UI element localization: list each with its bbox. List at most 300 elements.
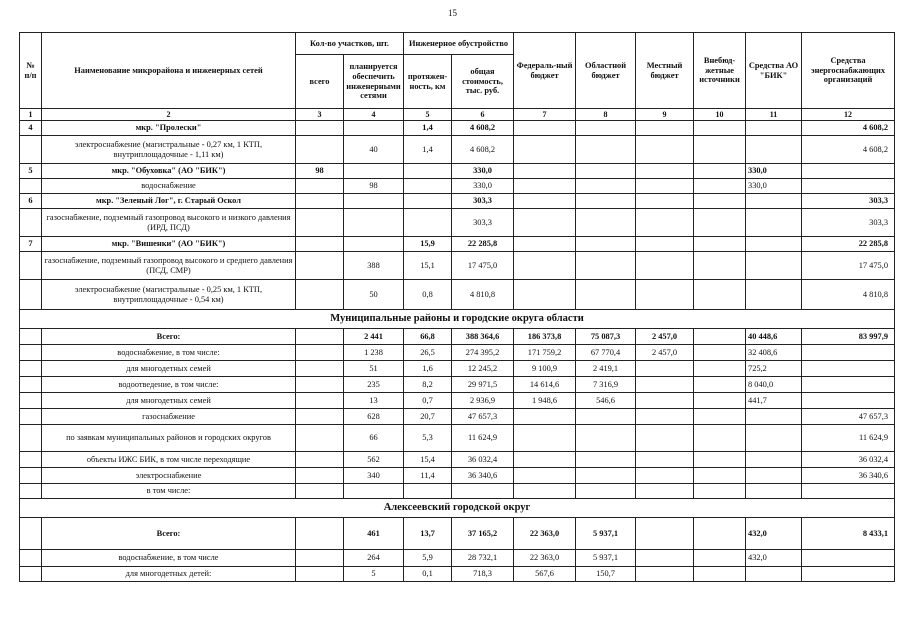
cell-plots-total [296, 280, 344, 310]
cell-regional-budget [576, 252, 636, 280]
cell-row-number [20, 252, 42, 280]
cell-eng-cost: 29 971,5 [452, 377, 514, 393]
cell-plots-total [296, 329, 344, 345]
cell-plots-planned: 2 441 [344, 329, 404, 345]
cell-local-budget [636, 567, 694, 582]
cell-eng-cost: 718,3 [452, 567, 514, 582]
cell-eng-cost: 303,3 [452, 194, 514, 209]
cell-plots-planned: 66 [344, 425, 404, 452]
cell-eng-cost: 11 624,9 [452, 425, 514, 452]
cell-eng-length: 0,8 [404, 280, 452, 310]
cell-plots-total [296, 567, 344, 582]
cell-eng-cost: 12 245,2 [452, 361, 514, 377]
cell-plots-planned [344, 194, 404, 209]
cell-eng-length [404, 164, 452, 179]
cell-regional-budget [576, 468, 636, 484]
cell-local-budget [636, 393, 694, 409]
cell-offbudget-sources [694, 425, 746, 452]
cell-regional-budget: 5 937,1 [576, 518, 636, 550]
cell-energy-funds: 11 624,9 [802, 425, 895, 452]
cell-energy-funds: 4 810,8 [802, 280, 895, 310]
cell-offbudget-sources [694, 345, 746, 361]
cell-row-name: в том числе: [42, 484, 296, 499]
cell-eng-cost: 303,3 [452, 209, 514, 237]
cell-local-budget [636, 425, 694, 452]
table-row [20, 468, 895, 484]
cell-row-name: для многодетных семей [42, 393, 296, 409]
cell-plots-planned [344, 237, 404, 252]
cell-offbudget-sources [694, 194, 746, 209]
cell-regional-budget: 75 087,3 [576, 329, 636, 345]
header-engineering-group: Инженерное обустройство [404, 33, 514, 55]
cell-bik-funds [746, 280, 802, 310]
header-offbudget: Внебюд-жетные источники [694, 33, 746, 109]
cell-federal-budget: 22 363,0 [514, 550, 576, 567]
cell-eng-length [404, 484, 452, 499]
cell-offbudget-sources [694, 179, 746, 194]
cell-eng-length: 1,4 [404, 121, 452, 136]
cell-eng-length: 13,7 [404, 518, 452, 550]
cell-regional-budget: 7 316,9 [576, 377, 636, 393]
cell-local-budget [636, 280, 694, 310]
cell-bik-funds: 432,0 [746, 550, 802, 567]
cell-eng-cost: 388 364,6 [452, 329, 514, 345]
cell-federal-budget [514, 209, 576, 237]
cell-local-budget [636, 550, 694, 567]
cell-energy-funds: 8 433,1 [802, 518, 895, 550]
cell-energy-funds: 36 032,4 [802, 452, 895, 468]
cell-regional-budget: 150,7 [576, 567, 636, 582]
cell-energy-funds: 4 608,2 [802, 121, 895, 136]
cell-eng-cost: 4 608,2 [452, 121, 514, 136]
cell-plots-planned: 1 238 [344, 345, 404, 361]
cell-regional-budget [576, 425, 636, 452]
table-row [20, 518, 895, 550]
cell-eng-length: 1,6 [404, 361, 452, 377]
table-row [20, 550, 895, 567]
cell-eng-length [404, 194, 452, 209]
cell-plots-total [296, 409, 344, 425]
table-row [20, 425, 895, 452]
cell-bik-funds [746, 209, 802, 237]
cell-federal-budget [514, 484, 576, 499]
cell-offbudget-sources [694, 484, 746, 499]
cell-bik-funds: 432,0 [746, 518, 802, 550]
cell-eng-length: 1,4 [404, 136, 452, 164]
column-number: 4 [344, 109, 404, 121]
column-number: 1 [20, 109, 42, 121]
section-title: Алексеевский городской округ [20, 499, 895, 518]
cell-regional-budget: 5 937,1 [576, 550, 636, 567]
cell-local-budget: 2 457,0 [636, 345, 694, 361]
cell-federal-budget [514, 164, 576, 179]
cell-bik-funds: 330,0 [746, 164, 802, 179]
cell-regional-budget [576, 164, 636, 179]
table-row [20, 252, 895, 280]
cell-federal-budget [514, 252, 576, 280]
cell-plots-total [296, 518, 344, 550]
cell-row-number [20, 567, 42, 582]
cell-eng-cost: 37 165,2 [452, 518, 514, 550]
cell-row-number [20, 280, 42, 310]
cell-federal-budget [514, 179, 576, 194]
cell-local-budget [636, 468, 694, 484]
cell-eng-length: 20,7 [404, 409, 452, 425]
cell-eng-length: 15,9 [404, 237, 452, 252]
cell-energy-funds: 47 657,3 [802, 409, 895, 425]
cell-bik-funds [746, 237, 802, 252]
column-number: 11 [746, 109, 802, 121]
cell-row-number [20, 361, 42, 377]
cell-eng-cost: 28 732,1 [452, 550, 514, 567]
cell-energy-funds: 83 997,9 [802, 329, 895, 345]
cell-energy-funds: 4 608,2 [802, 136, 895, 164]
cell-plots-planned [344, 164, 404, 179]
cell-eng-length: 8,2 [404, 377, 452, 393]
cell-plots-planned: 51 [344, 361, 404, 377]
cell-bik-funds: 330,0 [746, 179, 802, 194]
cell-local-budget [636, 518, 694, 550]
cell-plots-planned: 388 [344, 252, 404, 280]
cell-eng-length [404, 179, 452, 194]
cell-row-name: мкр. "Зеленый Лог", г. Старый Оскол [42, 194, 296, 209]
cell-plots-planned: 340 [344, 468, 404, 484]
table-row [20, 329, 895, 345]
cell-row-number [20, 409, 42, 425]
cell-offbudget-sources [694, 518, 746, 550]
cell-plots-planned: 5 [344, 567, 404, 582]
header-local: Местный бюджет [636, 33, 694, 109]
column-number: 3 [296, 109, 344, 121]
cell-bik-funds [746, 194, 802, 209]
cell-federal-budget: 171 759,2 [514, 345, 576, 361]
cell-regional-budget [576, 136, 636, 164]
cell-energy-funds: 36 340,6 [802, 468, 895, 484]
cell-row-number [20, 452, 42, 468]
cell-local-budget: 2 457,0 [636, 329, 694, 345]
table-row [20, 237, 895, 252]
cell-row-name: для многодетных детей: [42, 567, 296, 582]
cell-bik-funds: 725,2 [746, 361, 802, 377]
cell-energy-funds [802, 567, 895, 582]
cell-local-budget [636, 377, 694, 393]
header-plots-total: всего [296, 55, 344, 109]
header-bik: Средства АО "БИК" [746, 33, 802, 109]
header-regional: Областной бюджет [576, 33, 636, 109]
cell-plots-total [296, 393, 344, 409]
cell-bik-funds: 32 408,6 [746, 345, 802, 361]
cell-plots-planned [344, 484, 404, 499]
cell-federal-budget: 186 373,8 [514, 329, 576, 345]
cell-offbudget-sources [694, 280, 746, 310]
cell-bik-funds [746, 452, 802, 468]
cell-row-name: мкр. "Вишенки" (АО "БИК") [42, 237, 296, 252]
table-row [20, 409, 895, 425]
table-row [20, 209, 895, 237]
cell-plots-planned: 40 [344, 136, 404, 164]
cell-energy-funds: 303,3 [802, 194, 895, 209]
cell-local-budget [636, 164, 694, 179]
cell-offbudget-sources [694, 377, 746, 393]
cell-row-number [20, 550, 42, 567]
column-number: 9 [636, 109, 694, 121]
cell-offbudget-sources [694, 209, 746, 237]
column-number: 2 [42, 109, 296, 121]
column-number: 8 [576, 109, 636, 121]
cell-row-name: электроснабжение (магистральные - 0,25 км, 1 КТП, внутриплощадочные - 0,54 км) [42, 280, 296, 310]
header-eng-cost: общая стоимость, тыс. руб. [452, 55, 514, 109]
table-body [20, 121, 895, 582]
cell-bik-funds: 40 448,6 [746, 329, 802, 345]
cell-plots-planned: 235 [344, 377, 404, 393]
cell-local-budget [636, 121, 694, 136]
cell-local-budget [636, 484, 694, 499]
cell-plots-total [296, 209, 344, 237]
cell-federal-budget [514, 136, 576, 164]
cell-plots-total [296, 345, 344, 361]
table-row [20, 136, 895, 164]
cell-eng-cost: 17 475,0 [452, 252, 514, 280]
cell-local-budget [636, 452, 694, 468]
cell-eng-cost: 36 340,6 [452, 468, 514, 484]
cell-row-name: объекты ИЖС БИК, в том числе переходящие [42, 452, 296, 468]
cell-federal-budget [514, 121, 576, 136]
cell-local-budget [636, 237, 694, 252]
cell-row-number [20, 393, 42, 409]
cell-energy-funds: 22 285,8 [802, 237, 895, 252]
cell-offbudget-sources [694, 329, 746, 345]
cell-row-name: Всего: [42, 518, 296, 550]
cell-eng-cost: 2 936,9 [452, 393, 514, 409]
cell-energy-funds [802, 179, 895, 194]
cell-plots-planned: 13 [344, 393, 404, 409]
cell-row-name: водоснабжение, в том числе: [42, 345, 296, 361]
cell-row-number: 7 [20, 237, 42, 252]
cell-regional-budget [576, 121, 636, 136]
column-number: 5 [404, 109, 452, 121]
cell-regional-budget [576, 179, 636, 194]
cell-plots-total [296, 252, 344, 280]
cell-plots-planned: 461 [344, 518, 404, 550]
header-plots-group: Кол-во участков, шт. [296, 33, 404, 55]
cell-row-name: мкр. "Пролески" [42, 121, 296, 136]
table-row [20, 377, 895, 393]
cell-eng-length: 66,8 [404, 329, 452, 345]
cell-offbudget-sources [694, 393, 746, 409]
cell-offbudget-sources [694, 136, 746, 164]
cell-row-number [20, 329, 42, 345]
cell-bik-funds: 441,7 [746, 393, 802, 409]
cell-row-name: водоотведение, в том числе: [42, 377, 296, 393]
cell-regional-budget [576, 484, 636, 499]
cell-bik-funds [746, 425, 802, 452]
cell-eng-length [404, 209, 452, 237]
cell-offbudget-sources [694, 452, 746, 468]
cell-plots-planned: 50 [344, 280, 404, 310]
cell-plots-total [296, 121, 344, 136]
cell-eng-cost: 330,0 [452, 164, 514, 179]
column-number: 7 [514, 109, 576, 121]
cell-eng-length: 15,1 [404, 252, 452, 280]
cell-energy-funds [802, 484, 895, 499]
cell-row-name: водоснабжение [42, 179, 296, 194]
cell-eng-cost: 22 285,8 [452, 237, 514, 252]
cell-row-name: газоснабжение, подземный газопровод высокого и среднего давления (ПСД, СМР) [42, 252, 296, 280]
cell-regional-budget: 546,6 [576, 393, 636, 409]
cell-eng-length: 0,7 [404, 393, 452, 409]
cell-plots-total [296, 136, 344, 164]
cell-local-budget [636, 361, 694, 377]
cell-energy-funds [802, 550, 895, 567]
cell-federal-budget [514, 194, 576, 209]
cell-energy-funds: 303,3 [802, 209, 895, 237]
cell-bik-funds [746, 121, 802, 136]
cell-offbudget-sources [694, 361, 746, 377]
cell-plots-total [296, 361, 344, 377]
cell-offbudget-sources [694, 164, 746, 179]
cell-plots-total [296, 194, 344, 209]
cell-bik-funds [746, 567, 802, 582]
cell-federal-budget [514, 425, 576, 452]
table-row [20, 484, 895, 499]
cell-eng-length: 5,9 [404, 550, 452, 567]
cell-energy-funds [802, 164, 895, 179]
cell-row-number: 4 [20, 121, 42, 136]
cell-eng-cost [452, 484, 514, 499]
cell-federal-budget [514, 468, 576, 484]
cell-row-number [20, 468, 42, 484]
cell-bik-funds [746, 252, 802, 280]
cell-regional-budget: 67 770,4 [576, 345, 636, 361]
cell-regional-budget: 2 419,1 [576, 361, 636, 377]
cell-federal-budget: 1 948,6 [514, 393, 576, 409]
cell-row-name: по заявкам муниципальных районов и городских округов [42, 425, 296, 452]
table-row [20, 121, 895, 136]
section-row [20, 499, 895, 518]
cell-local-budget [636, 136, 694, 164]
cell-offbudget-sources [694, 468, 746, 484]
cell-regional-budget [576, 194, 636, 209]
table-row [20, 164, 895, 179]
cell-plots-total [296, 452, 344, 468]
table-row [20, 361, 895, 377]
column-number: 10 [694, 109, 746, 121]
cell-energy-funds: 17 475,0 [802, 252, 895, 280]
cell-row-number [20, 136, 42, 164]
cell-eng-length: 15,4 [404, 452, 452, 468]
cell-row-name: водоснабжение, в том числе [42, 550, 296, 567]
cell-eng-cost: 330,0 [452, 179, 514, 194]
cell-eng-cost: 47 657,3 [452, 409, 514, 425]
cell-regional-budget [576, 452, 636, 468]
cell-plots-total [296, 484, 344, 499]
cell-bik-funds: 8 040,0 [746, 377, 802, 393]
cell-eng-cost: 274 395,2 [452, 345, 514, 361]
cell-federal-budget: 14 614,6 [514, 377, 576, 393]
table-row [20, 280, 895, 310]
cell-bik-funds [746, 136, 802, 164]
column-number: 6 [452, 109, 514, 121]
header-name: Наименование микрорайона и инженерных сетей [42, 33, 296, 109]
cell-eng-cost: 4 810,8 [452, 280, 514, 310]
table-row [20, 567, 895, 582]
cell-eng-cost: 36 032,4 [452, 452, 514, 468]
cell-row-name: мкр. "Обуховка" (АО "БИК") [42, 164, 296, 179]
cell-row-number [20, 377, 42, 393]
budget-table [19, 32, 895, 582]
cell-regional-budget [576, 409, 636, 425]
cell-plots-total [296, 179, 344, 194]
cell-eng-length: 0,1 [404, 567, 452, 582]
cell-regional-budget [576, 209, 636, 237]
table-row [20, 179, 895, 194]
cell-local-budget [636, 194, 694, 209]
cell-regional-budget [576, 280, 636, 310]
cell-row-number [20, 518, 42, 550]
cell-regional-budget [576, 237, 636, 252]
cell-row-number [20, 345, 42, 361]
cell-local-budget [636, 252, 694, 280]
cell-bik-funds [746, 468, 802, 484]
cell-row-number [20, 179, 42, 194]
cell-row-number [20, 484, 42, 499]
header-num: № п/п [20, 33, 42, 109]
column-number-row [20, 109, 895, 121]
cell-plots-total [296, 377, 344, 393]
cell-plots-planned [344, 121, 404, 136]
cell-plots-planned [344, 209, 404, 237]
header-energy: Средства энергоснабжающих организаций [802, 33, 895, 109]
cell-local-budget [636, 209, 694, 237]
cell-plots-total: 98 [296, 164, 344, 179]
cell-plots-planned: 264 [344, 550, 404, 567]
table-row [20, 452, 895, 468]
cell-bik-funds [746, 409, 802, 425]
cell-federal-budget: 567,6 [514, 567, 576, 582]
cell-eng-cost: 4 608,2 [452, 136, 514, 164]
cell-offbudget-sources [694, 121, 746, 136]
cell-plots-total [296, 237, 344, 252]
cell-bik-funds [746, 484, 802, 499]
cell-row-number: 6 [20, 194, 42, 209]
section-row [20, 310, 895, 329]
section-title: Муниципальные районы и городские округа области [20, 310, 895, 329]
cell-row-number [20, 425, 42, 452]
cell-federal-budget [514, 452, 576, 468]
cell-plots-planned: 628 [344, 409, 404, 425]
column-number: 12 [802, 109, 895, 121]
cell-energy-funds [802, 393, 895, 409]
cell-plots-total [296, 550, 344, 567]
cell-eng-length: 26,5 [404, 345, 452, 361]
cell-offbudget-sources [694, 237, 746, 252]
cell-row-name: для многодетных семей [42, 361, 296, 377]
cell-row-name: Всего: [42, 329, 296, 345]
header-eng-length: протяжен-ность, км [404, 55, 452, 109]
cell-offbudget-sources [694, 567, 746, 582]
cell-row-name: газоснабжение, подземный газопровод высокого и низкого давления (ИРД, ПСД) [42, 209, 296, 237]
cell-energy-funds [802, 377, 895, 393]
cell-offbudget-sources [694, 409, 746, 425]
cell-row-name: электроснабжение (магистральные - 0,27 км, 1 КТП, внутриплощадочные - 1,11 км) [42, 136, 296, 164]
table-row [20, 194, 895, 209]
cell-plots-planned: 98 [344, 179, 404, 194]
page-number: 15 [448, 8, 457, 18]
cell-plots-total [296, 468, 344, 484]
header-federal: Федераль-ный бюджет [514, 33, 576, 109]
cell-plots-planned: 562 [344, 452, 404, 468]
cell-row-name: газоснабжение [42, 409, 296, 425]
